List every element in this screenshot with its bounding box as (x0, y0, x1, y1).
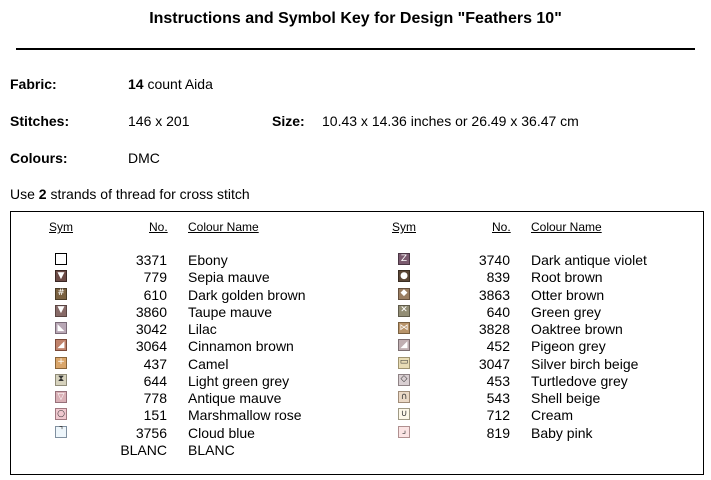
dmc-number: 610 (143, 286, 167, 303)
key-row (37, 356, 357, 373)
strands-post: strands of thread for cross stitch (46, 186, 250, 202)
colour-name: Sepia mauve (188, 269, 270, 286)
header-no: No. (492, 220, 511, 234)
colours-label: Colours: (10, 150, 68, 166)
key-row (37, 338, 357, 355)
colour-name: Cinnamon brown (188, 338, 294, 355)
colour-name: Lilac (188, 321, 217, 337)
arch-icon: ∩ (398, 391, 410, 403)
corner-triangle-icon: ◢ (55, 339, 67, 351)
square-outline-icon (55, 253, 67, 265)
key-row (380, 252, 700, 269)
colour-name: Cloud blue (188, 424, 255, 441)
stitches-label: Stitches: (10, 113, 70, 129)
entries-right (380, 252, 700, 442)
rectangle-icon: ▭ (399, 357, 409, 367)
colour-name: Pigeon grey (531, 338, 606, 355)
triangle-outline-icon: ▽ (55, 391, 67, 403)
header-no: No. (149, 220, 168, 234)
corner-triangle-icon: ◣ (55, 322, 67, 334)
title-rule (16, 48, 695, 50)
dmc-number: 779 (143, 269, 167, 286)
strands-instruction (10, 186, 250, 202)
key-row (37, 269, 357, 286)
blank-icon (55, 443, 67, 455)
hash-icon: # (55, 288, 67, 300)
key-row (37, 373, 357, 390)
colour-name: Turtledove grey (531, 372, 628, 389)
colour-name: Camel (188, 355, 229, 372)
dmc-number: 543 (486, 390, 510, 406)
colour-name: Root brown (531, 269, 603, 286)
dmc-number: BLANC (120, 441, 167, 458)
header-sym: Sym (49, 220, 73, 234)
colour-name: Silver birch beige (531, 355, 639, 372)
size-value: 10.43 x 14.36 inches or 26.49 x 36.47 cm (322, 113, 579, 129)
dmc-number: 778 (143, 390, 167, 406)
key-row (37, 425, 357, 442)
corner-bracket-icon: ⌟ (398, 426, 410, 438)
key-row (37, 407, 357, 424)
dmc-number: 452 (486, 338, 510, 355)
down-triangle-icon: ▼ (55, 270, 67, 282)
diamond-icon: ◆ (398, 288, 410, 300)
colour-name: Marshmallow rose (188, 407, 302, 424)
key-row (380, 304, 700, 321)
key-row (380, 321, 700, 338)
fabric-value (128, 76, 213, 92)
cross-icon: ✕ (398, 305, 410, 317)
colour-name: Light green grey (188, 372, 290, 389)
bowtie-icon: ⋈ (399, 322, 409, 333)
colour-name: Shell beige (531, 390, 601, 406)
key-row (380, 407, 700, 424)
header-sym: Sym (392, 220, 416, 234)
dmc-number: 3371 (135, 252, 167, 268)
dmc-number: 3064 (135, 338, 167, 355)
key-row (380, 356, 700, 373)
colour-name: Cream (531, 407, 574, 424)
dmc-number: 453 (486, 372, 510, 389)
colour-name: Baby pink (531, 424, 593, 441)
key-row (37, 304, 357, 321)
colour-name: Dark golden brown (188, 286, 306, 303)
key-row (380, 338, 700, 355)
strands-pre: Use (10, 186, 39, 202)
key-row (37, 287, 357, 304)
filled-circle-icon: ● (398, 270, 410, 282)
dmc-number: 640 (486, 303, 510, 320)
plus-icon: + (55, 357, 67, 369)
dmc-number: 839 (486, 269, 510, 286)
dmc-number: 3863 (478, 286, 510, 303)
corner-triangle-icon: ◢ (398, 339, 410, 351)
colour-name: Taupe mauve (188, 303, 273, 320)
colours-value: DMC (128, 150, 160, 166)
fabric-type: count Aida (147, 76, 213, 92)
cup-icon: ∪ (398, 408, 410, 420)
dmc-number: 437 (143, 355, 167, 372)
dmc-number: 3047 (478, 355, 510, 372)
circle-icon: ○ (55, 408, 67, 420)
entries-left (37, 252, 357, 459)
dmc-number: 3740 (478, 252, 510, 268)
dmc-number: 644 (143, 372, 167, 389)
strands-count: 2 (38, 186, 47, 202)
dmc-number: 3860 (135, 303, 167, 320)
stitches-value: 146 x 201 (128, 113, 190, 129)
dmc-number: 3042 (135, 321, 167, 337)
key-row (380, 373, 700, 390)
key-row (380, 425, 700, 442)
colour-name: BLANC (188, 441, 235, 458)
dmc-number: 151 (143, 407, 167, 424)
diamond-outline-icon: ◇ (398, 374, 410, 386)
size-label: Size: (272, 113, 305, 129)
fabric-label: Fabric: (10, 76, 57, 92)
corner-bracket-icon: ⌝ (55, 426, 67, 438)
letter-z-icon: Z (398, 253, 410, 265)
key-row (37, 252, 357, 269)
colour-name: Green grey (531, 303, 602, 320)
key-row (380, 287, 700, 304)
down-triangle-icon: ▼ (55, 305, 67, 317)
key-row (37, 390, 357, 407)
hourglass-icon: ⧗ (55, 374, 67, 386)
dmc-number: 712 (486, 407, 510, 424)
header-colour-name: Colour Name (188, 220, 259, 234)
colour-name: Dark antique violet (531, 252, 647, 268)
dmc-number: 3828 (478, 321, 510, 337)
colour-name: Otter brown (531, 286, 605, 303)
colour-name: Ebony (188, 252, 228, 268)
colour-name: Antique mauve (188, 390, 282, 406)
key-row (380, 390, 700, 407)
fabric-count: 14 (128, 76, 144, 92)
key-row (37, 321, 357, 338)
header-colour-name: Colour Name (531, 220, 602, 234)
key-row (37, 442, 357, 459)
dmc-number: 819 (486, 424, 510, 441)
symbol-key-table (10, 211, 704, 475)
page-title: Instructions and Symbol Key for Design "Feathers 10" (149, 10, 562, 27)
dmc-number: 3756 (135, 424, 167, 441)
colour-name: Oaktree brown (531, 321, 623, 337)
key-row (380, 269, 700, 286)
